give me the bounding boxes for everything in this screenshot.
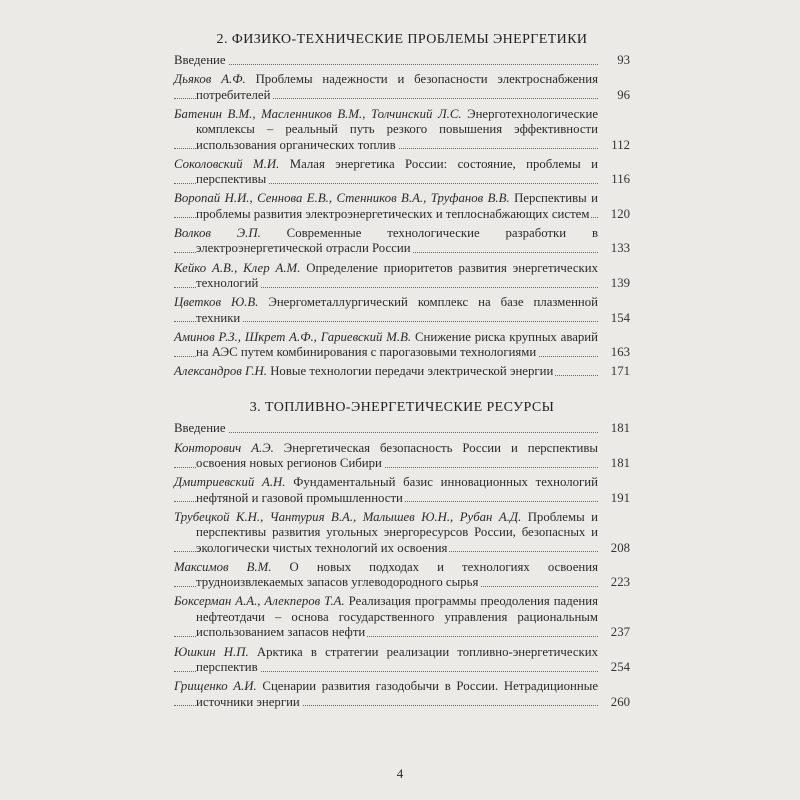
toc-entry[interactable] — [174, 107, 630, 154]
toc-entry[interactable] — [174, 441, 630, 472]
entry-page-number: 93 — [617, 53, 630, 67]
entry-text — [174, 560, 598, 590]
entry-text — [174, 295, 598, 325]
entry-text — [174, 421, 228, 435]
entry-authors: Воропай Н.И., Сеннова Е.В., Стенников В.А., Труфанов В.В. — [174, 191, 510, 206]
entry-page-number: 154 — [610, 310, 630, 325]
entry-text — [174, 107, 598, 152]
entry-page-number: 223 — [610, 575, 630, 590]
entry-text — [174, 679, 598, 709]
entry-authors: Батенин В.М., Масленников В.М., Толчинский Л.С. — [174, 106, 462, 121]
toc-entry[interactable] — [174, 226, 630, 257]
entry-title: Реализация программы преодоления падения нефтеотдачи – основа государственного управления рациональным использованием запасов нефти — [196, 594, 599, 640]
entry-authors: Боксерман А.А., Алекперов Т.А. — [174, 594, 345, 609]
toc-entry[interactable] — [174, 330, 630, 361]
toc-entry[interactable] — [174, 261, 630, 292]
toc-section-3 — [174, 399, 630, 713]
entry-page-number: 191 — [610, 490, 630, 505]
toc-entry-text — [174, 645, 598, 676]
toc-entry[interactable] — [174, 560, 630, 591]
toc-entry-text — [174, 72, 598, 103]
entry-authors: Соколовский М.И. — [174, 156, 280, 171]
entry-title: Перспективы и проблемы развития электроэнергетических и теплоснабжающих систем — [196, 191, 598, 221]
entry-title: Современные технологические разработки в электроэнергетической отрасли России — [196, 225, 598, 256]
entry-authors: Грищенко А.И. — [174, 679, 257, 694]
entry-text — [174, 72, 598, 102]
toc-entry-text — [174, 295, 598, 326]
toc-entry-text — [174, 364, 598, 380]
entry-page-number: 237 — [610, 625, 630, 640]
entry-text — [174, 53, 228, 67]
toc-entry[interactable] — [174, 645, 630, 676]
toc-entry[interactable] — [174, 72, 630, 103]
toc-entry-text — [174, 510, 598, 557]
entry-page-number: 139 — [610, 276, 630, 291]
entry-text — [174, 510, 598, 555]
toc-entry-text — [174, 330, 598, 361]
toc-entry[interactable] — [174, 295, 630, 326]
entry-text — [174, 441, 598, 471]
entry-title: Малая энергетика России: состояние, проблемы и перспективы — [196, 156, 598, 187]
toc-section-2 — [174, 31, 630, 383]
toc-entry[interactable] — [174, 191, 630, 222]
page-number: 4 — [396, 766, 404, 781]
toc-entry[interactable] — [174, 364, 630, 380]
entry-title: Определение приоритетов развития энергетических технологий — [196, 260, 598, 291]
toc-entry-text — [174, 441, 598, 472]
entry-title: О новых подходах и технологиях освоения трудноизвлекаемых запасов углеводородного сырья — [196, 559, 598, 590]
entry-page-number: 254 — [610, 660, 630, 674]
entry-authors: Кейко А.В., Клер А.М. — [174, 260, 301, 275]
entry-authors: Дмитриевский А.Н. — [174, 475, 286, 490]
entry-title: Арктика в стратегии реализации топливно-энергетических перспектив — [196, 644, 599, 674]
entry-page-number: 163 — [610, 345, 630, 360]
entry-text — [174, 594, 598, 639]
entry-title: Фундаментальный базис инновационных технологий нефтяной и газовой промышленности — [196, 475, 598, 505]
entry-authors: Цветков Ю.В. — [174, 295, 259, 310]
entry-title: Энерготехнологические комплексы – реальный путь резкого повышения эффективности использования органических топлив — [196, 106, 598, 152]
toc-entry-text — [174, 191, 598, 222]
toc-entry[interactable] — [174, 421, 630, 437]
entry-authors: Трубецкой К.Н., Чантурия В.А., Малышев Ю.Н., Рубан А.Д. — [174, 509, 522, 524]
toc-entry[interactable] — [174, 679, 630, 710]
toc-entry[interactable] — [174, 594, 630, 641]
entry-title: Энергетическая безопасность России и перспективы освоения новых регионов Сибири — [196, 440, 599, 471]
toc-entry-text — [174, 421, 598, 437]
entry-page-number: 181 — [610, 456, 630, 471]
entry-page-number: 112 — [611, 137, 630, 152]
entry-page-number: 96 — [617, 87, 630, 102]
toc-entry-text — [174, 53, 598, 69]
entry-page-number: 120 — [610, 206, 630, 221]
entry-title: Сценарии развития газодобычи в России. Нетрадиционные источники энергии — [196, 679, 599, 709]
entry-page-number: 133 — [610, 241, 630, 256]
toc-entry-text — [174, 157, 598, 188]
entry-authors: Аминов Р.З., Шкрет А.Ф., Гариевский М.В. — [174, 329, 412, 344]
entry-title: Снижение риска крупных аварий на АЭС путем комбинирования с парогазовыми технологиями — [196, 329, 598, 360]
toc-entry[interactable] — [174, 53, 630, 69]
section-title: 3. ТОПЛИВНО-ЭНЕРГЕТИЧЕСКИЕ РЕСУРСЫ — [249, 400, 555, 416]
entry-authors: Максимов В.М. — [174, 559, 272, 574]
toc-entry-text — [174, 594, 598, 641]
entry-authors: Юшкин Н.П. — [174, 644, 249, 659]
toc-entry[interactable] — [174, 475, 630, 506]
entry-page-number: 181 — [610, 421, 630, 436]
toc-entry-text — [174, 261, 598, 292]
toc-entry-text — [174, 475, 598, 506]
toc-entry-text — [174, 107, 598, 154]
section-title: 2. ФИЗИКО-ТЕХНИЧЕСКИЕ ПРОБЛЕМЫ ЭНЕРГЕТИКИ — [216, 32, 588, 47]
entry-title: Проблемы надежности и безопасности электроснабжения потребителей — [196, 72, 599, 102]
entry-text — [174, 191, 598, 221]
entry-page-number: 171 — [610, 364, 630, 379]
entry-authors: Волков Э.П. — [174, 225, 261, 240]
entry-title: Введение — [174, 421, 226, 436]
toc-entry[interactable] — [174, 157, 630, 188]
entry-text — [174, 261, 598, 291]
entry-title: Введение — [174, 53, 226, 67]
toc-entry[interactable] — [174, 510, 630, 557]
entry-text — [174, 364, 555, 378]
entry-page-number: 260 — [610, 694, 630, 709]
entry-text — [174, 157, 598, 187]
entry-authors: Дьяков А.Ф. — [174, 72, 246, 87]
entry-page-number: 208 — [610, 540, 630, 555]
entry-authors: Конторович А.Э. — [174, 440, 274, 455]
entry-text — [174, 475, 598, 505]
entry-title: Новые технологии передачи электрической энергии — [270, 364, 554, 379]
entry-page-number: 116 — [611, 172, 630, 187]
entry-title: Энергометаллургический комплекс на базе плазменной техники — [196, 295, 599, 325]
entry-text — [174, 226, 598, 256]
entry-authors: Александров Г.Н. — [174, 364, 267, 379]
toc-entry-text — [174, 560, 598, 591]
toc-entry-text — [174, 679, 598, 710]
entry-text — [174, 330, 598, 360]
toc-entry-text — [174, 226, 598, 257]
entry-text — [174, 645, 598, 675]
entry-title: Проблемы и перспективы развития угольных энергоресурсов России, безопасных и экологически чистых технологий их освоения — [196, 509, 598, 555]
